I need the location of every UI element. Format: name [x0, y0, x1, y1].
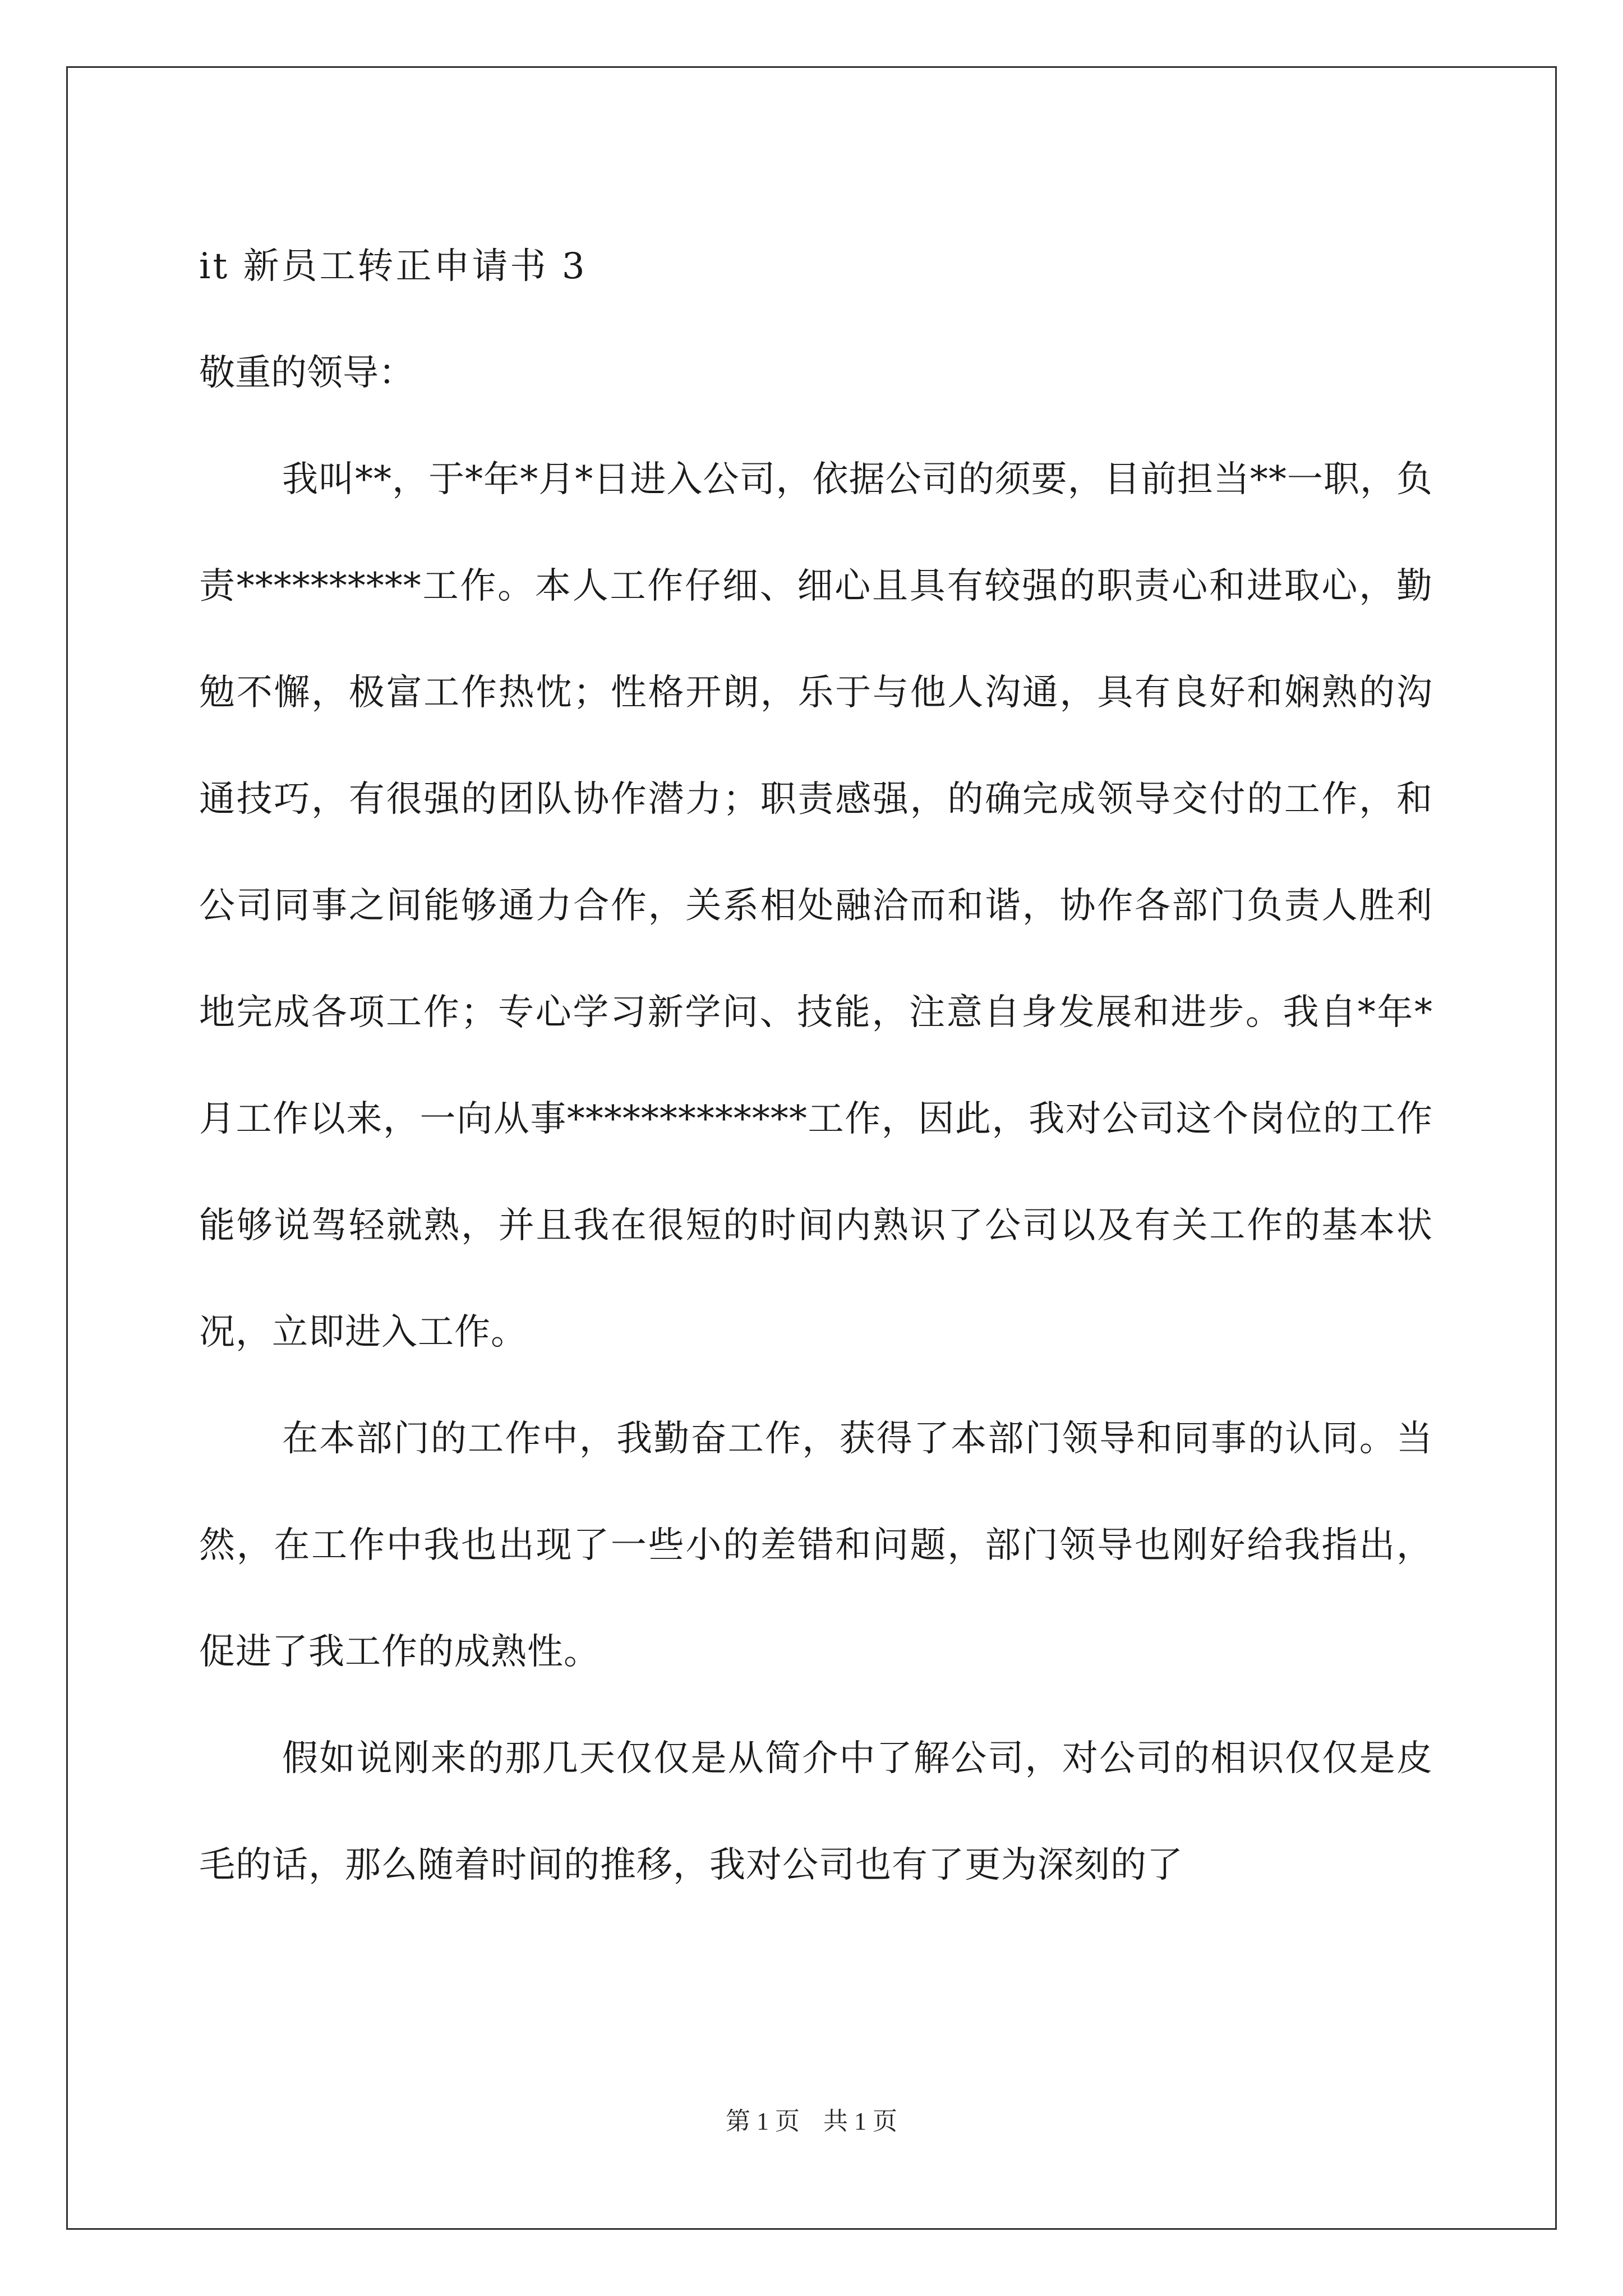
page-total: 共 1 页	[823, 2108, 897, 2135]
document-body	[199, 213, 1433, 1918]
paragraph-3: 假如说刚来的那几天仅仅是从简介中了解公司，对公司的相识仅仅是皮毛的话，那么随着时间的推移，我对公司也有了更为深刻的了	[199, 1738, 1433, 1886]
page-number: 第 1 页	[726, 2108, 800, 2135]
greeting: 敬重的领导：	[199, 352, 414, 394]
document-title: it 新员工转正申请书 3	[199, 246, 587, 287]
paragraph-2: 在本部门的工作中，我勤奋工作，获得了本部门领导和同事的认同。当然，在工作中我也出现了一些小的差错和问题，部门领导也刚好给我指出，促进了我工作的成熟性。	[199, 1418, 1433, 1673]
page-footer	[0, 2101, 1623, 2137]
paragraph-1: 我叫**，于*年*月*日进入公司，依据公司的须要，目前担当**一职，负责**********工作。本人工作仔细、细心且具有较强的职责心和进取心，勤勉不懈，极富工作热忱；性格开朗，乐于与他人沟通，具有良好和娴熟的沟通技巧，有很强的团队协作潜力；职责感强，的确完成领导交付的工作，和公司同事之间能够通力合作，关系相处融洽而和谐，协作各部门负责人胜利地完成各项工作；专心学习新学问、技能，注意自身发展和进步。我自*年*月工作以来，一向从事*************工作，因此，我对公司这个岗位的工作能够说驾轻就熟，并且我在很短的时间内熟识了公司以及有关工作的基本状况，立即进入工作。	[199, 459, 1433, 1353]
